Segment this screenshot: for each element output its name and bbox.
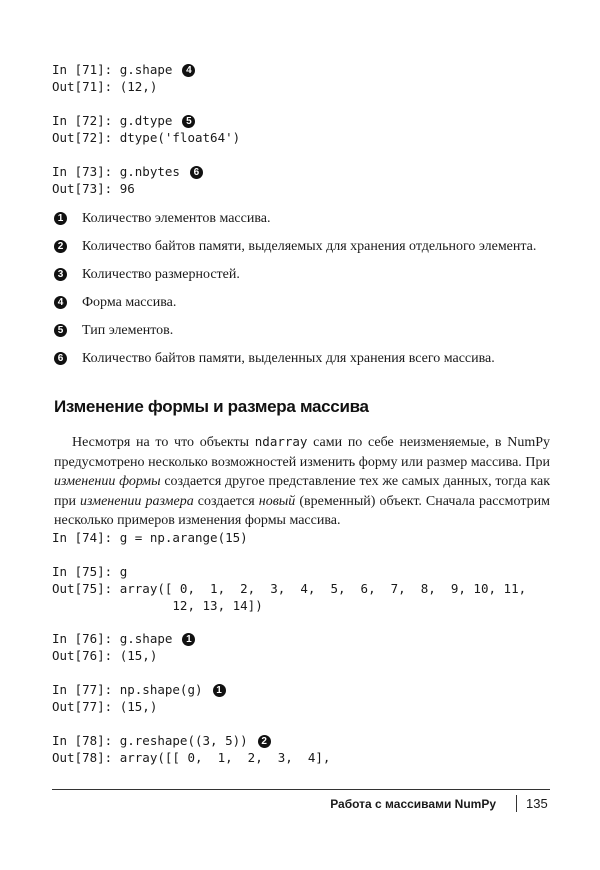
code-output: Out[73]: 96 [52,181,135,196]
note-item [54,209,550,228]
note-item [54,293,550,312]
callout-marker: 6 [54,352,67,365]
code-line [52,681,226,698]
paragraph-text: создается другое представление тех же самых данных, тогда как при [54,474,551,509]
code-input: In [73]: g.nbytes [52,164,180,179]
code-output: Out[71]: (12,) [52,79,158,94]
code-line [52,163,203,180]
emphasis-text: изменении формы [54,474,161,489]
code-line [52,112,240,129]
footer-rule [52,789,550,790]
callout-marker: 1 [213,684,226,697]
code-output: Out[75]: array([ 0, 1, 2, 3, 4, 5, 6, 7, 8, 9, 10, 11, [52,581,527,596]
emphasis-text: новый [258,493,296,509]
code-input: In [72]: g.dtype [52,113,173,128]
running-footer-title: Работа с массивами NumPy [330,797,496,811]
code-listing-top [52,163,203,197]
note-text: Количество элементов массива. [82,211,271,226]
code-listing-top [52,61,195,95]
note-item [54,265,550,284]
footer-separator [516,795,517,812]
callout-marker: 4 [54,296,67,309]
code-listing-bottom [52,681,226,715]
code-line [52,61,195,78]
callout-marker: 2 [54,240,67,253]
note-item [54,349,550,368]
paragraph-text: сами по себе неизменяемые, в NumPy предусмотрено несколько возможностей изменить форму или размер массива. При [54,435,550,470]
code-output: Out[72]: dtype('float64') [52,130,241,145]
code-line [52,630,195,647]
inline-code: ndarray [254,434,308,449]
note-text: Тип элементов. [82,323,174,338]
callout-marker: 1 [182,633,195,646]
code-input: In [76]: g.shape [52,631,173,646]
callout-notes [54,209,550,377]
callout-marker: 4 [182,64,195,77]
page-number: 135 [526,796,548,811]
code-listing-top [52,112,240,146]
code-listing-bottom [52,630,195,664]
paragraph-text: (временный) объект. Сначала рассмотрим несколько примеров изменения формы массива. [54,493,550,528]
callout-marker: 1 [54,212,67,225]
code-output: Out[77]: (15,) [52,699,158,714]
callout-marker: 5 [182,115,195,128]
code-input: In [74]: g = np.arange(15) [52,530,248,545]
emphasis-text: изменении размера [80,493,194,509]
paragraph-text: Несмотря на то что объекты [72,435,255,450]
code-listing-bottom [52,529,248,546]
paragraph-text: создается [193,493,259,509]
code-output: Out[76]: (15,) [52,648,158,663]
code-output: 12, 13, 14]) [52,598,263,613]
code-output: Out[78]: array([[ 0, 1, 2, 3, 4], [52,750,331,765]
code-input: In [77]: np.shape(g) [52,682,203,697]
note-item [54,237,550,256]
section-heading: Изменение формы и размера массива [54,397,369,416]
body-paragraph [54,432,550,531]
callout-marker: 6 [190,166,203,179]
note-text: Форма массива. [82,295,177,310]
note-text: Количество размерностей. [82,267,240,282]
code-input: In [78]: g.reshape((3, 5)) [52,733,248,748]
callout-marker: 2 [258,735,271,748]
callout-marker: 5 [54,324,67,337]
code-line [52,732,330,749]
callout-marker: 3 [54,268,67,281]
note-text: Количество байтов памяти, выделяемых для хранения отдельного элемента. [82,239,537,254]
code-input: In [75]: g [52,564,128,579]
note-text: Количество байтов памяти, выделенных для хранения всего массива. [82,351,495,366]
code-listing-bottom [52,732,330,766]
code-listing-bottom [52,563,526,614]
note-item [54,321,550,340]
code-input: In [71]: g.shape [52,62,173,77]
